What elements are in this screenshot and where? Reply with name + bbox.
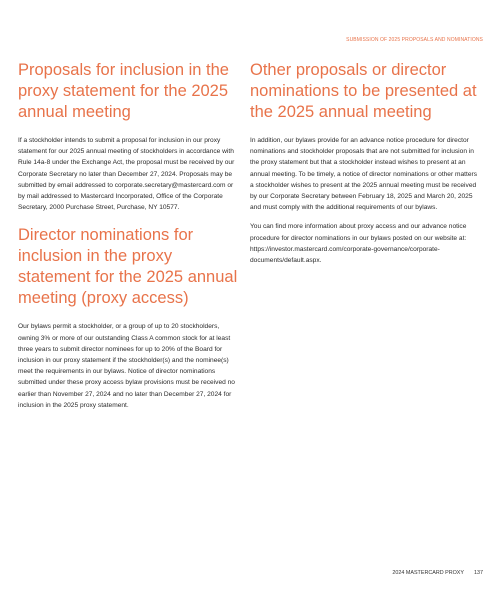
- paragraph-advance-notice: In addition, our bylaws provide for an advance notice procedure for director nominations and stockholder proposals that are not submitted for inclusion in the proxy statement but that a stockholder instead wishes to present at an annual meeting. To be timely, a notice of director nominations or other matters a stockholder wishes to present at the 2025 annual meeting must be received by our Corporate Secretary between February 18, 2025 and March 20, 2025 and must comply with the additional requirements of our bylaws.: [250, 137, 477, 212]
- footer-doc-title: 2024 MASTERCARD PROXY: [392, 570, 464, 576]
- heading-other-proposals: Other proposals or director nominations to be presented at the 2025 annual meeting: [250, 61, 477, 121]
- left-column: [18, 60, 240, 411]
- paragraph-director-nominations: Our bylaws permit a stockholder, or a group of up to 20 stockholders, owning 3% or more of our outstanding Class A common stock for at least three years to submit director nominees for up to 20% of the Board for inclusion in our proxy statement if the stockholder(s) and the nominee(s) meet the requirements in our bylaws. Notice of director nominations submitted under these proxy access bylaw provisions must be received no earlier than November 27, 2024 and no later than December 27, 2024 for inclusion in the 2025 proxy statement.: [18, 323, 235, 409]
- paragraph-more-information: You can find more information about proxy access and our advance notice procedure for director nominations in our bylaws posted on our website at: https://investor.mastercard.com/corporate-governance/corporate-documents/default.aspx.: [250, 223, 467, 265]
- page-number: 137: [474, 570, 483, 576]
- page-footer: [392, 570, 483, 576]
- heading-director-nominations: Director nominations for inclusion in the proxy statement for the 2025 annual meeting (proxy access): [18, 226, 238, 308]
- paragraph-proposals-inclusion: If a stockholder intends to submit a proposal for inclusion in our proxy statement for our 2025 annual meeting of stockholders in accordance with Rule 14a-8 under the Exchange Act, the proposal must be received by our Corporate Secretary no later than December 27, 2024. Proposals may be submitted by email addressed to corporate.secretary@mastercard.com or by mail addressed to Mastercard Incorporated, Office of the Corporate Secretary, 2000 Purchase Street, Purchase, NY 10577.: [18, 137, 235, 212]
- heading-proposals-inclusion: Proposals for inclusion in the proxy statement for the 2025 annual meeting: [18, 61, 229, 121]
- running-header: SUBMISSION OF 2025 PROPOSALS AND NOMINATIONS: [346, 37, 483, 43]
- right-column: [250, 60, 478, 266]
